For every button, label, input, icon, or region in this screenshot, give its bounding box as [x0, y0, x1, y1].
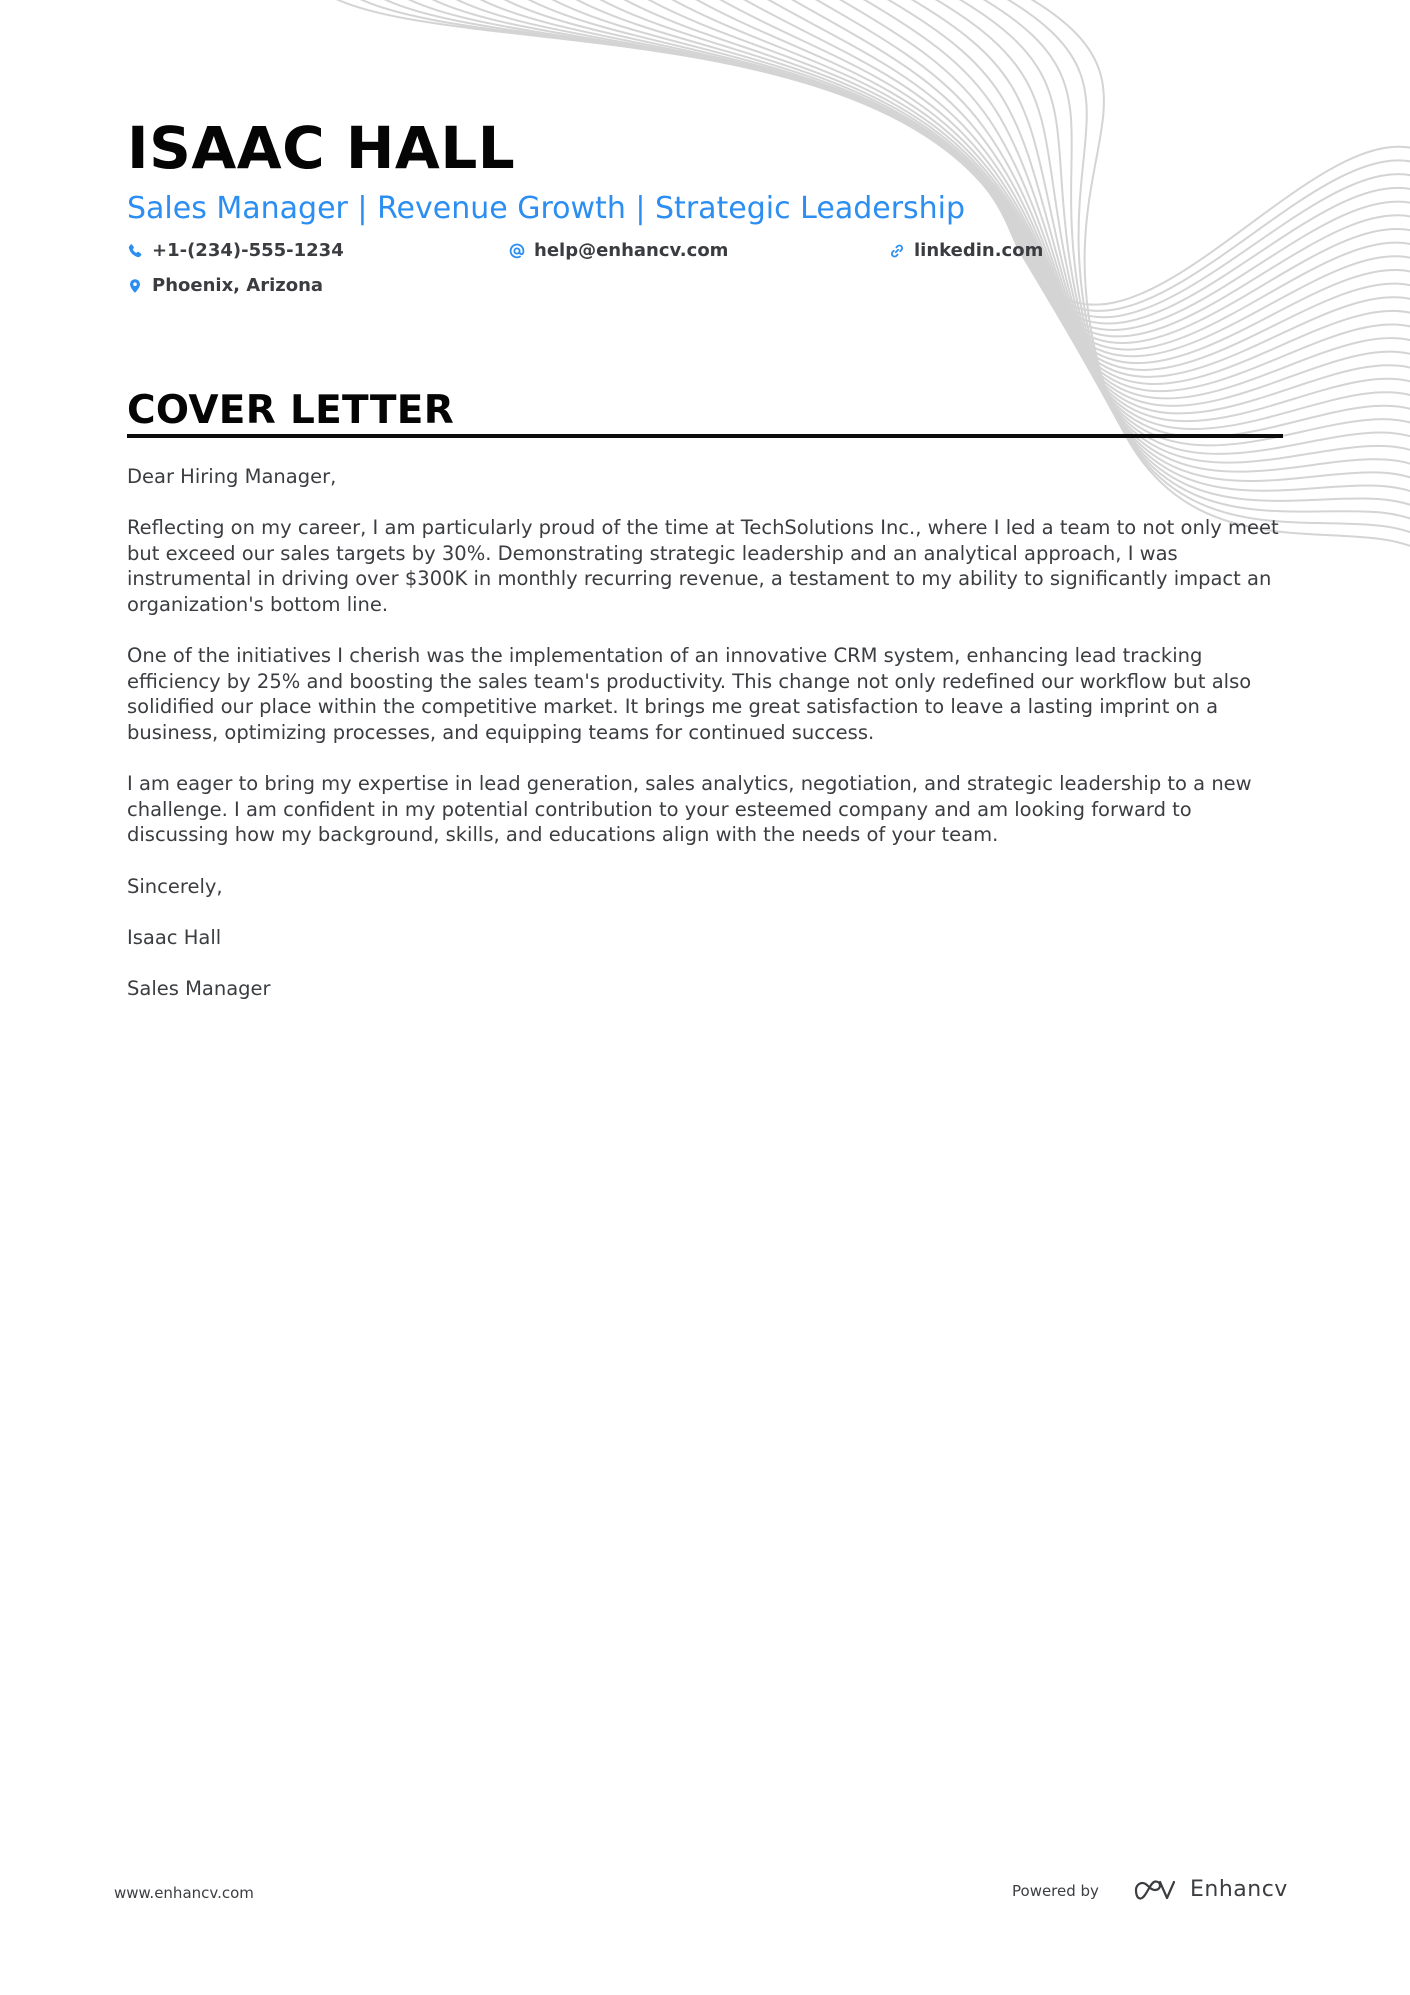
at-icon — [509, 243, 525, 259]
location-value: Phoenix, Arizona — [152, 275, 324, 296]
section-divider — [127, 434, 1283, 438]
wave-line — [1002, 0, 1410, 536]
contact-link — [889, 238, 1043, 264]
footer-brand — [1132, 1877, 1288, 1902]
candidate-headline: Sales Manager | Revenue Growth | Strategic Leadership — [127, 191, 966, 226]
wave-line — [546, 0, 1410, 363]
wave-line — [882, 0, 1410, 472]
wave-line — [498, 0, 1410, 350]
link-value: linkedin.com — [914, 240, 1044, 261]
contact-phone — [127, 238, 344, 264]
footer-powered-by: Powered by — [1012, 1882, 1099, 1900]
letter-body — [127, 464, 1283, 1027]
wave-line — [522, 0, 1410, 356]
signature-name: Isaac Hall — [127, 925, 222, 949]
contact-email — [509, 238, 728, 264]
wave-line — [426, 0, 1410, 330]
letter-greeting: Dear Hiring Manager, — [127, 465, 337, 488]
wave-line — [570, 0, 1410, 370]
contact-location — [127, 273, 323, 299]
letter-paragraph: Reflecting on my career, I am particularly proud of the time at TechSolutions Inc., where I led a team to not only meet but exceed our sales targets by 30%. Demonstrating strategic leadership and an analytical approach, I was instrumental in driving over $300K in monthly recurring revenue, a testament to my ability to significantly impact an organization's bottom line. — [127, 516, 1279, 616]
letter-closing: Sincerely, — [127, 874, 223, 898]
link-icon — [889, 243, 905, 259]
footer-url[interactable]: www.enhancv.com — [114, 1884, 254, 1902]
wave-line — [402, 0, 1410, 324]
signature-title: Sales Manager — [127, 976, 271, 1000]
wave-line — [378, 0, 1410, 317]
phone-icon — [127, 243, 143, 259]
section-title: COVER LETTER — [127, 388, 455, 433]
phone-value: +1-(234)-555-1234 — [152, 240, 344, 261]
wave-line — [450, 0, 1410, 336]
candidate-name: ISAAC HALL — [127, 114, 516, 182]
enhancv-logo-icon — [1132, 1878, 1178, 1902]
letter-paragraph: One of the initiatives I cherish was the implementation of an innovative CRM system, enhancing lead tracking efficiency by 25% and boosting the sales team's productivity. This change not only redefined our workflow but also solidified our place within the competitive market. It brings me great satisfaction to leave a lasting imprint on a business, optimizing processes, and equipping teams for continued success. — [127, 644, 1252, 744]
wave-line — [858, 0, 1410, 463]
location-pin-icon — [127, 278, 143, 294]
letter-paragraph: I am eager to bring my expertise in lead generation, sales analytics, negotiation, and strategic leadership to a new challenge. I am confident in my potential contribution to your esteemed company and am looking forward to discussing how my background, skills, and educations align with the needs of your team. — [127, 772, 1252, 847]
wave-line — [474, 0, 1410, 343]
email-value: help@enhancv.com — [534, 240, 729, 261]
footer-brand-name: Enhancv — [1190, 1877, 1288, 1902]
